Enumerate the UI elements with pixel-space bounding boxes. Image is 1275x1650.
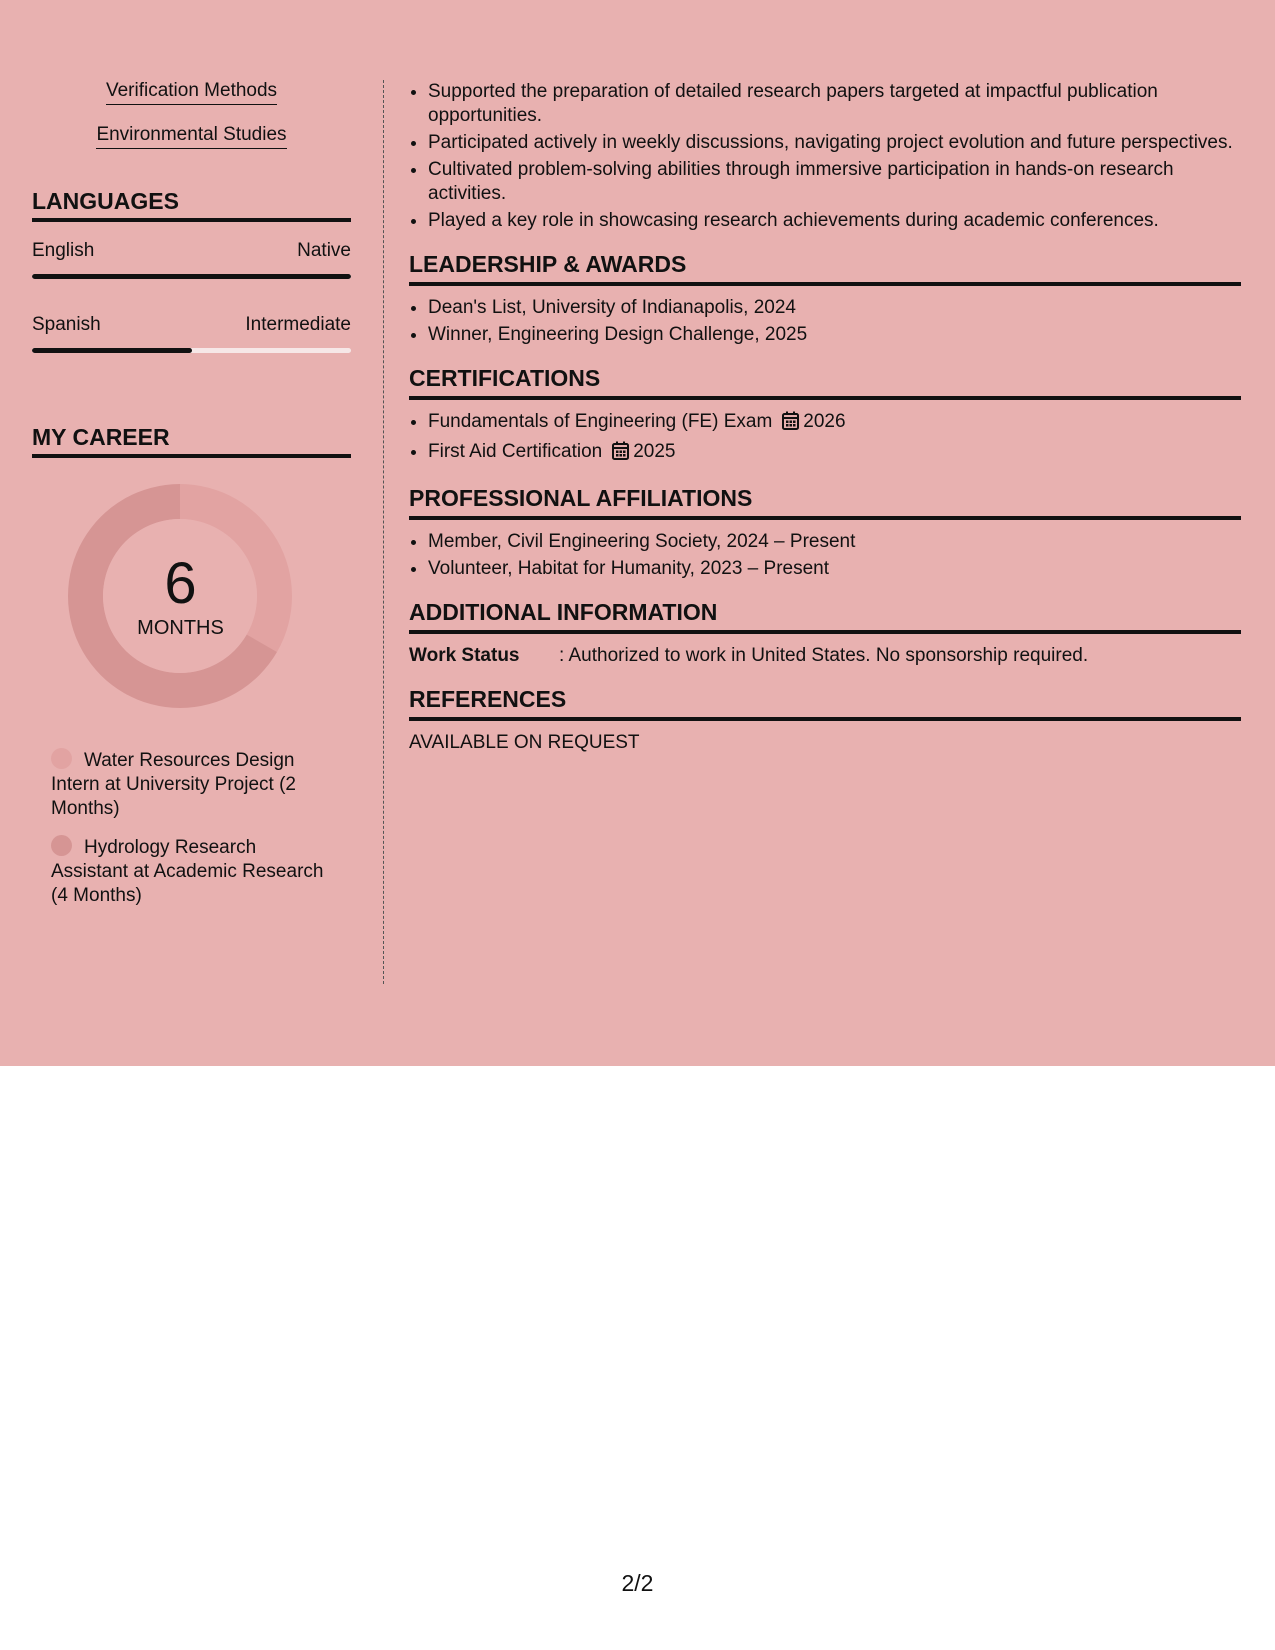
leadership-item: • Dean's List, University of Indianapolis, 2024 <box>428 296 1241 320</box>
career-total-number: 6 <box>164 551 197 616</box>
references-heading: REFERENCES <box>409 685 1241 721</box>
language-level-bar <box>32 348 351 353</box>
legend-dot <box>51 835 72 856</box>
calendar-icon <box>612 441 629 467</box>
affiliation-item: • Volunteer, Habitat for Humanity, 2023 – Present <box>428 557 1241 581</box>
certification-item <box>428 410 1241 437</box>
skill-link[interactable]: Environmental Studies <box>96 124 286 149</box>
languages-heading: LANGUAGES <box>32 187 351 222</box>
certification-name: Fundamentals of Engineering (FE) Exam <box>428 411 773 432</box>
career-donut-chart <box>32 476 351 716</box>
legend-label: Water Resources Design Intern at University Project (2 Months) <box>51 750 296 819</box>
certification-item <box>428 440 1241 467</box>
experience-bullet: • Supported the preparation of detailed research papers targeted at impactful publication opportunities. <box>428 80 1241 128</box>
work-status-label: Work Status <box>409 645 520 666</box>
leadership-item: • Winner, Engineering Design Challenge, 2025 <box>428 323 1241 347</box>
affiliation-item: • Member, Civil Engineering Society, 2024 – Present <box>428 530 1241 554</box>
calendar-icon <box>782 411 799 437</box>
certification-name: First Aid Certification <box>428 441 603 462</box>
career-total-unit: MONTHS <box>137 617 224 639</box>
experience-bullet: • Participated actively in weekly discussions, navigating project evolution and future perspectives. <box>428 131 1241 155</box>
additional-info-heading: ADDITIONAL INFORMATION <box>409 598 1241 634</box>
language-level-bar <box>32 274 351 279</box>
language-name: English <box>32 240 95 261</box>
affiliations-heading: PROFESSIONAL AFFILIATIONS <box>409 484 1241 520</box>
work-status-row <box>409 644 1241 668</box>
certification-year: 2025 <box>633 441 676 462</box>
work-status-value: : Authorized to work in United States. No sponsorship required. <box>559 645 1089 666</box>
skill-link[interactable]: Verification Methods <box>106 80 277 105</box>
legend-item <box>51 835 331 908</box>
certifications-heading: CERTIFICATIONS <box>409 364 1241 400</box>
certifications-list <box>409 410 1241 467</box>
experience-bullet: • Played a key role in showcasing research achievements during academic conferences. <box>428 209 1241 233</box>
language-level-fill <box>32 274 351 279</box>
language-level-fill <box>32 348 192 353</box>
language-item <box>32 240 351 279</box>
legend-dot <box>51 748 72 769</box>
references-text: AVAILABLE ON REQUEST <box>409 732 640 753</box>
legend-item <box>51 748 331 821</box>
legend-label: Hydrology Research Assistant at Academic Research (4 Months) <box>51 837 324 906</box>
certification-year: 2026 <box>803 411 846 432</box>
page-number: 2/2 <box>621 1570 654 1596</box>
language-level: Native <box>297 240 351 261</box>
experience-bullets <box>409 80 1241 233</box>
language-name: Spanish <box>32 314 101 335</box>
column-divider <box>383 80 384 984</box>
leadership-heading: LEADERSHIP & AWARDS <box>409 250 1241 286</box>
career-legend <box>32 748 331 908</box>
main-content <box>409 80 1241 755</box>
sidebar <box>32 80 351 922</box>
affiliations-list <box>409 530 1241 581</box>
leadership-list <box>409 296 1241 347</box>
career-heading: MY CAREER <box>32 423 351 458</box>
language-item <box>32 314 351 353</box>
experience-bullet: • Cultivated problem-solving abilities through immersive participation in hands-on research activities. <box>428 158 1241 206</box>
language-level: Intermediate <box>245 314 351 335</box>
